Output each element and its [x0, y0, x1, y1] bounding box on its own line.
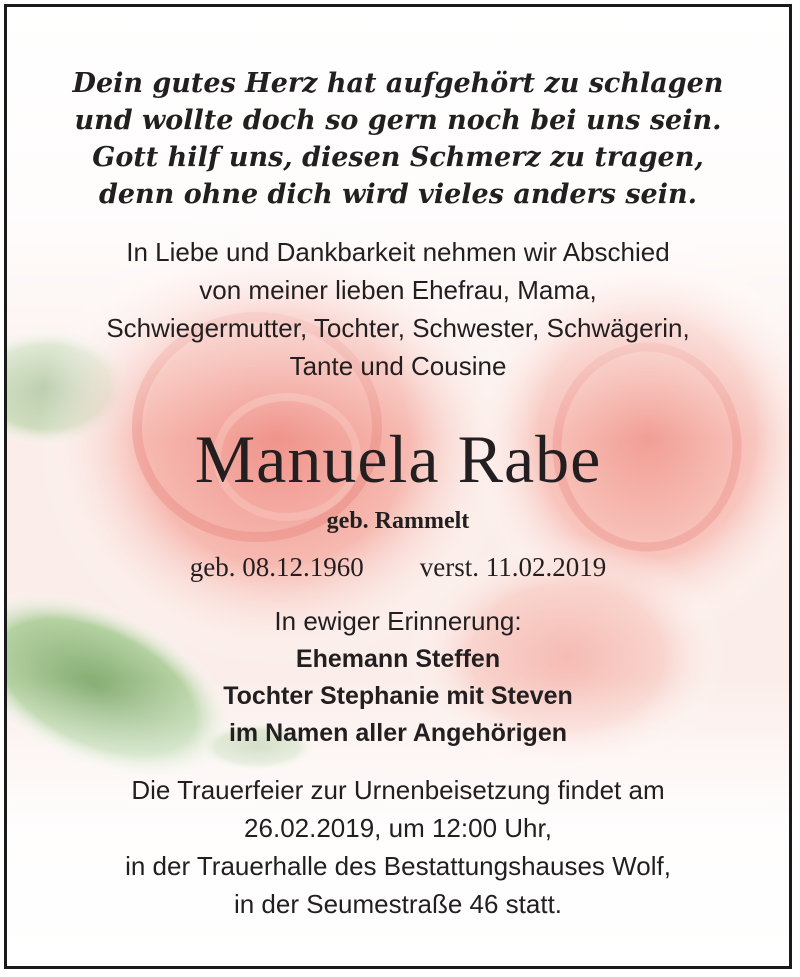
poem-line: denn ohne dich wird vieles anders sein. — [98, 179, 697, 210]
funeral-service-info — [7, 771, 789, 923]
death-date: verst. 11.02.2019 — [419, 552, 607, 582]
service-line: in der Trauerhalle des Bestattungshauses Wolf, — [125, 851, 671, 881]
maiden-name: geb. Rammelt — [326, 508, 470, 534]
mourners-list — [7, 641, 789, 752]
poem-line: Gott hilf uns, diesen Schmerz zu tragen, — [92, 142, 704, 173]
intro-line: Tante und Cousine — [289, 351, 507, 381]
deceased-name: Manuela Rabe — [194, 421, 602, 497]
mourner-line: Ehemann Steffen — [295, 645, 501, 673]
life-dates — [7, 549, 789, 585]
mourner-line: im Namen aller Angehörigen — [228, 719, 568, 747]
intro-line: von meiner lieben Ehefrau, Mama, — [199, 275, 597, 305]
birth-date: geb. 08.12.1960 — [189, 552, 364, 582]
farewell-intro — [7, 233, 789, 385]
poem-verse — [7, 65, 789, 213]
intro-line: Schwiegermutter, Tochter, Schwester, Schwägerin, — [106, 313, 690, 343]
service-line: Die Trauerfeier zur Urnenbeisetzung findet am — [131, 775, 665, 805]
poem-line: Dein gutes Herz hat aufgehört zu schlagen — [72, 68, 724, 99]
poem-line: und wollte doch so gern noch bei uns sein. — [74, 105, 722, 136]
memory-heading: In ewiger Erinnerung: — [274, 606, 522, 636]
obituary-notice — [4, 4, 792, 969]
intro-line: In Liebe und Dankbarkeit nehmen wir Abschied — [126, 237, 670, 267]
mourner-line: Tochter Stephanie mit Steven — [223, 682, 573, 710]
service-line: 26.02.2019, um 12:00 Uhr, — [244, 813, 552, 843]
service-line: in der Seumestraße 46 statt. — [233, 889, 563, 919]
